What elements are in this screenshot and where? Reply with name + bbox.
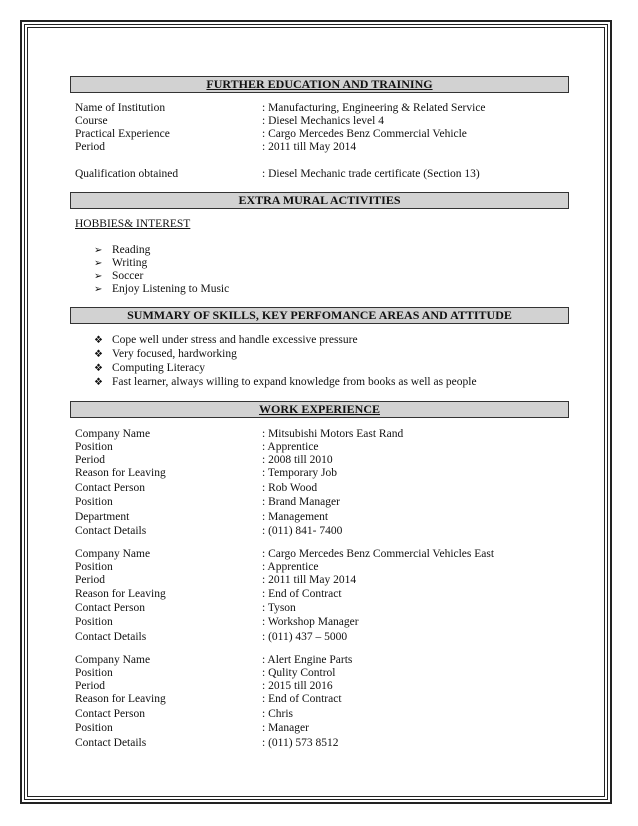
- field-label: Name of Institution: [75, 102, 166, 114]
- field-value: : (011) 437 – 5000: [262, 631, 348, 643]
- field-label: Contact Details: [75, 737, 147, 749]
- arrow-bullet-icon: ➢: [94, 245, 103, 256]
- field-value: : Alert Engine Parts: [262, 654, 353, 666]
- field-label: Qualification obtained: [75, 168, 179, 180]
- skill-text: Very focused, hardworking: [112, 348, 237, 360]
- field-label: Position: [75, 561, 113, 573]
- hobby-text: Soccer: [112, 270, 144, 282]
- field-value: : End of Contract: [262, 693, 342, 705]
- field-value: : Apprentice: [262, 561, 319, 573]
- diamond-bullet-icon: ❖: [94, 335, 103, 346]
- field-label: Department: [75, 511, 130, 523]
- hobby-item: [94, 257, 147, 270]
- work-experience-heading-text: WORK EXPERIENCE: [258, 402, 380, 416]
- hobbies-subheading: HOBBIES& INTEREST: [75, 218, 191, 230]
- arrow-bullet-icon: ➢: [94, 271, 103, 282]
- field-value: : Tyson: [262, 602, 296, 614]
- field-label: Position: [75, 496, 113, 508]
- field-label: Reason for Leaving: [75, 467, 166, 479]
- field-label: Contact Person: [75, 602, 145, 614]
- diamond-bullet-icon: ❖: [94, 363, 103, 374]
- hobby-text: Writing: [112, 257, 148, 269]
- hobby-item: [94, 283, 229, 296]
- field-value: : Mitsubishi Motors East Rand: [262, 428, 404, 440]
- field-label: Practical Experience: [75, 128, 170, 140]
- extra-mural-heading: [70, 192, 569, 209]
- summary-heading: [70, 307, 569, 324]
- field-value: : Manager: [262, 722, 309, 734]
- field-label: Contact Details: [75, 525, 147, 537]
- field-label: Period: [75, 141, 106, 153]
- skill-text: Computing Literacy: [112, 362, 205, 374]
- summary-heading-text: SUMMARY OF SKILLS, KEY PERFOMANCE AREAS AND ATTITUDE: [127, 308, 512, 322]
- field-value: : Management: [262, 511, 329, 523]
- skill-item: [94, 376, 477, 389]
- field-label: Contact Details: [75, 631, 147, 643]
- field-label: Company Name: [75, 548, 151, 560]
- field-value: : 2011 till May 2014: [262, 574, 357, 586]
- field-value: : Diesel Mechanic trade certificate (Section 13): [262, 168, 480, 180]
- skill-item: [94, 348, 237, 361]
- field-value: : End of Contract: [262, 588, 342, 600]
- field-label: Position: [75, 722, 113, 734]
- field-label: Contact Person: [75, 482, 145, 494]
- further-education-heading-text: FURTHER EDUCATION AND TRAINING: [206, 77, 433, 91]
- field-value: : Diesel Mechanics level 4: [262, 115, 384, 127]
- field-value: : Manufacturing, Engineering & Related Service: [262, 102, 486, 114]
- extra-mural-heading-text: EXTRA MURAL ACTIVITIES: [238, 193, 401, 207]
- field-label: Position: [75, 667, 113, 679]
- field-label: Company Name: [75, 428, 151, 440]
- field-label: Period: [75, 680, 106, 692]
- diamond-bullet-icon: ❖: [94, 377, 103, 388]
- field-value: : 2008 till 2010: [262, 454, 333, 466]
- field-value: : Cargo Mercedes Benz Commercial Vehicle: [262, 128, 467, 140]
- field-label: Position: [75, 616, 113, 628]
- field-value: : Chris: [262, 708, 293, 720]
- field-label: Company Name: [75, 654, 151, 666]
- hobby-item: [94, 244, 150, 257]
- field-label: Reason for Leaving: [75, 588, 166, 600]
- hobby-item: [94, 270, 143, 283]
- field-label: Reason for Leaving: [75, 693, 166, 705]
- field-value: : Rob Wood: [262, 482, 318, 494]
- diamond-bullet-icon: ❖: [94, 349, 103, 360]
- field-label: Position: [75, 441, 113, 453]
- further-education-heading: [70, 76, 569, 93]
- arrow-bullet-icon: ➢: [94, 258, 103, 269]
- field-label: Period: [75, 454, 106, 466]
- skill-text: Fast learner, always willing to expand knowledge from books as well as people: [112, 376, 477, 388]
- field-label: Contact Person: [75, 708, 145, 720]
- field-value: : Workshop Manager: [262, 616, 359, 628]
- skill-item: [94, 334, 358, 347]
- field-value: : Qulity Control: [262, 667, 336, 679]
- field-label: Course: [75, 115, 108, 127]
- skill-item: [94, 362, 205, 375]
- field-value: : 2015 till 2016: [262, 680, 333, 692]
- field-value: : (011) 841- 7400: [262, 525, 343, 537]
- hobby-text: Enjoy Listening to Music: [112, 283, 230, 295]
- field-value: : Brand Manager: [262, 496, 340, 508]
- hobby-text: Reading: [112, 244, 151, 256]
- field-value: : Apprentice: [262, 441, 319, 453]
- field-value: : (011) 573 8512: [262, 737, 339, 749]
- field-value: : Cargo Mercedes Benz Commercial Vehicles East: [262, 548, 495, 560]
- work-experience-heading: [70, 401, 569, 418]
- skill-text: Cope well under stress and handle excessive pressure: [112, 334, 358, 346]
- field-value: : 2011 till May 2014: [262, 141, 357, 153]
- field-value: : Temporary Job: [262, 467, 337, 479]
- arrow-bullet-icon: ➢: [94, 284, 103, 295]
- field-label: Period: [75, 574, 106, 586]
